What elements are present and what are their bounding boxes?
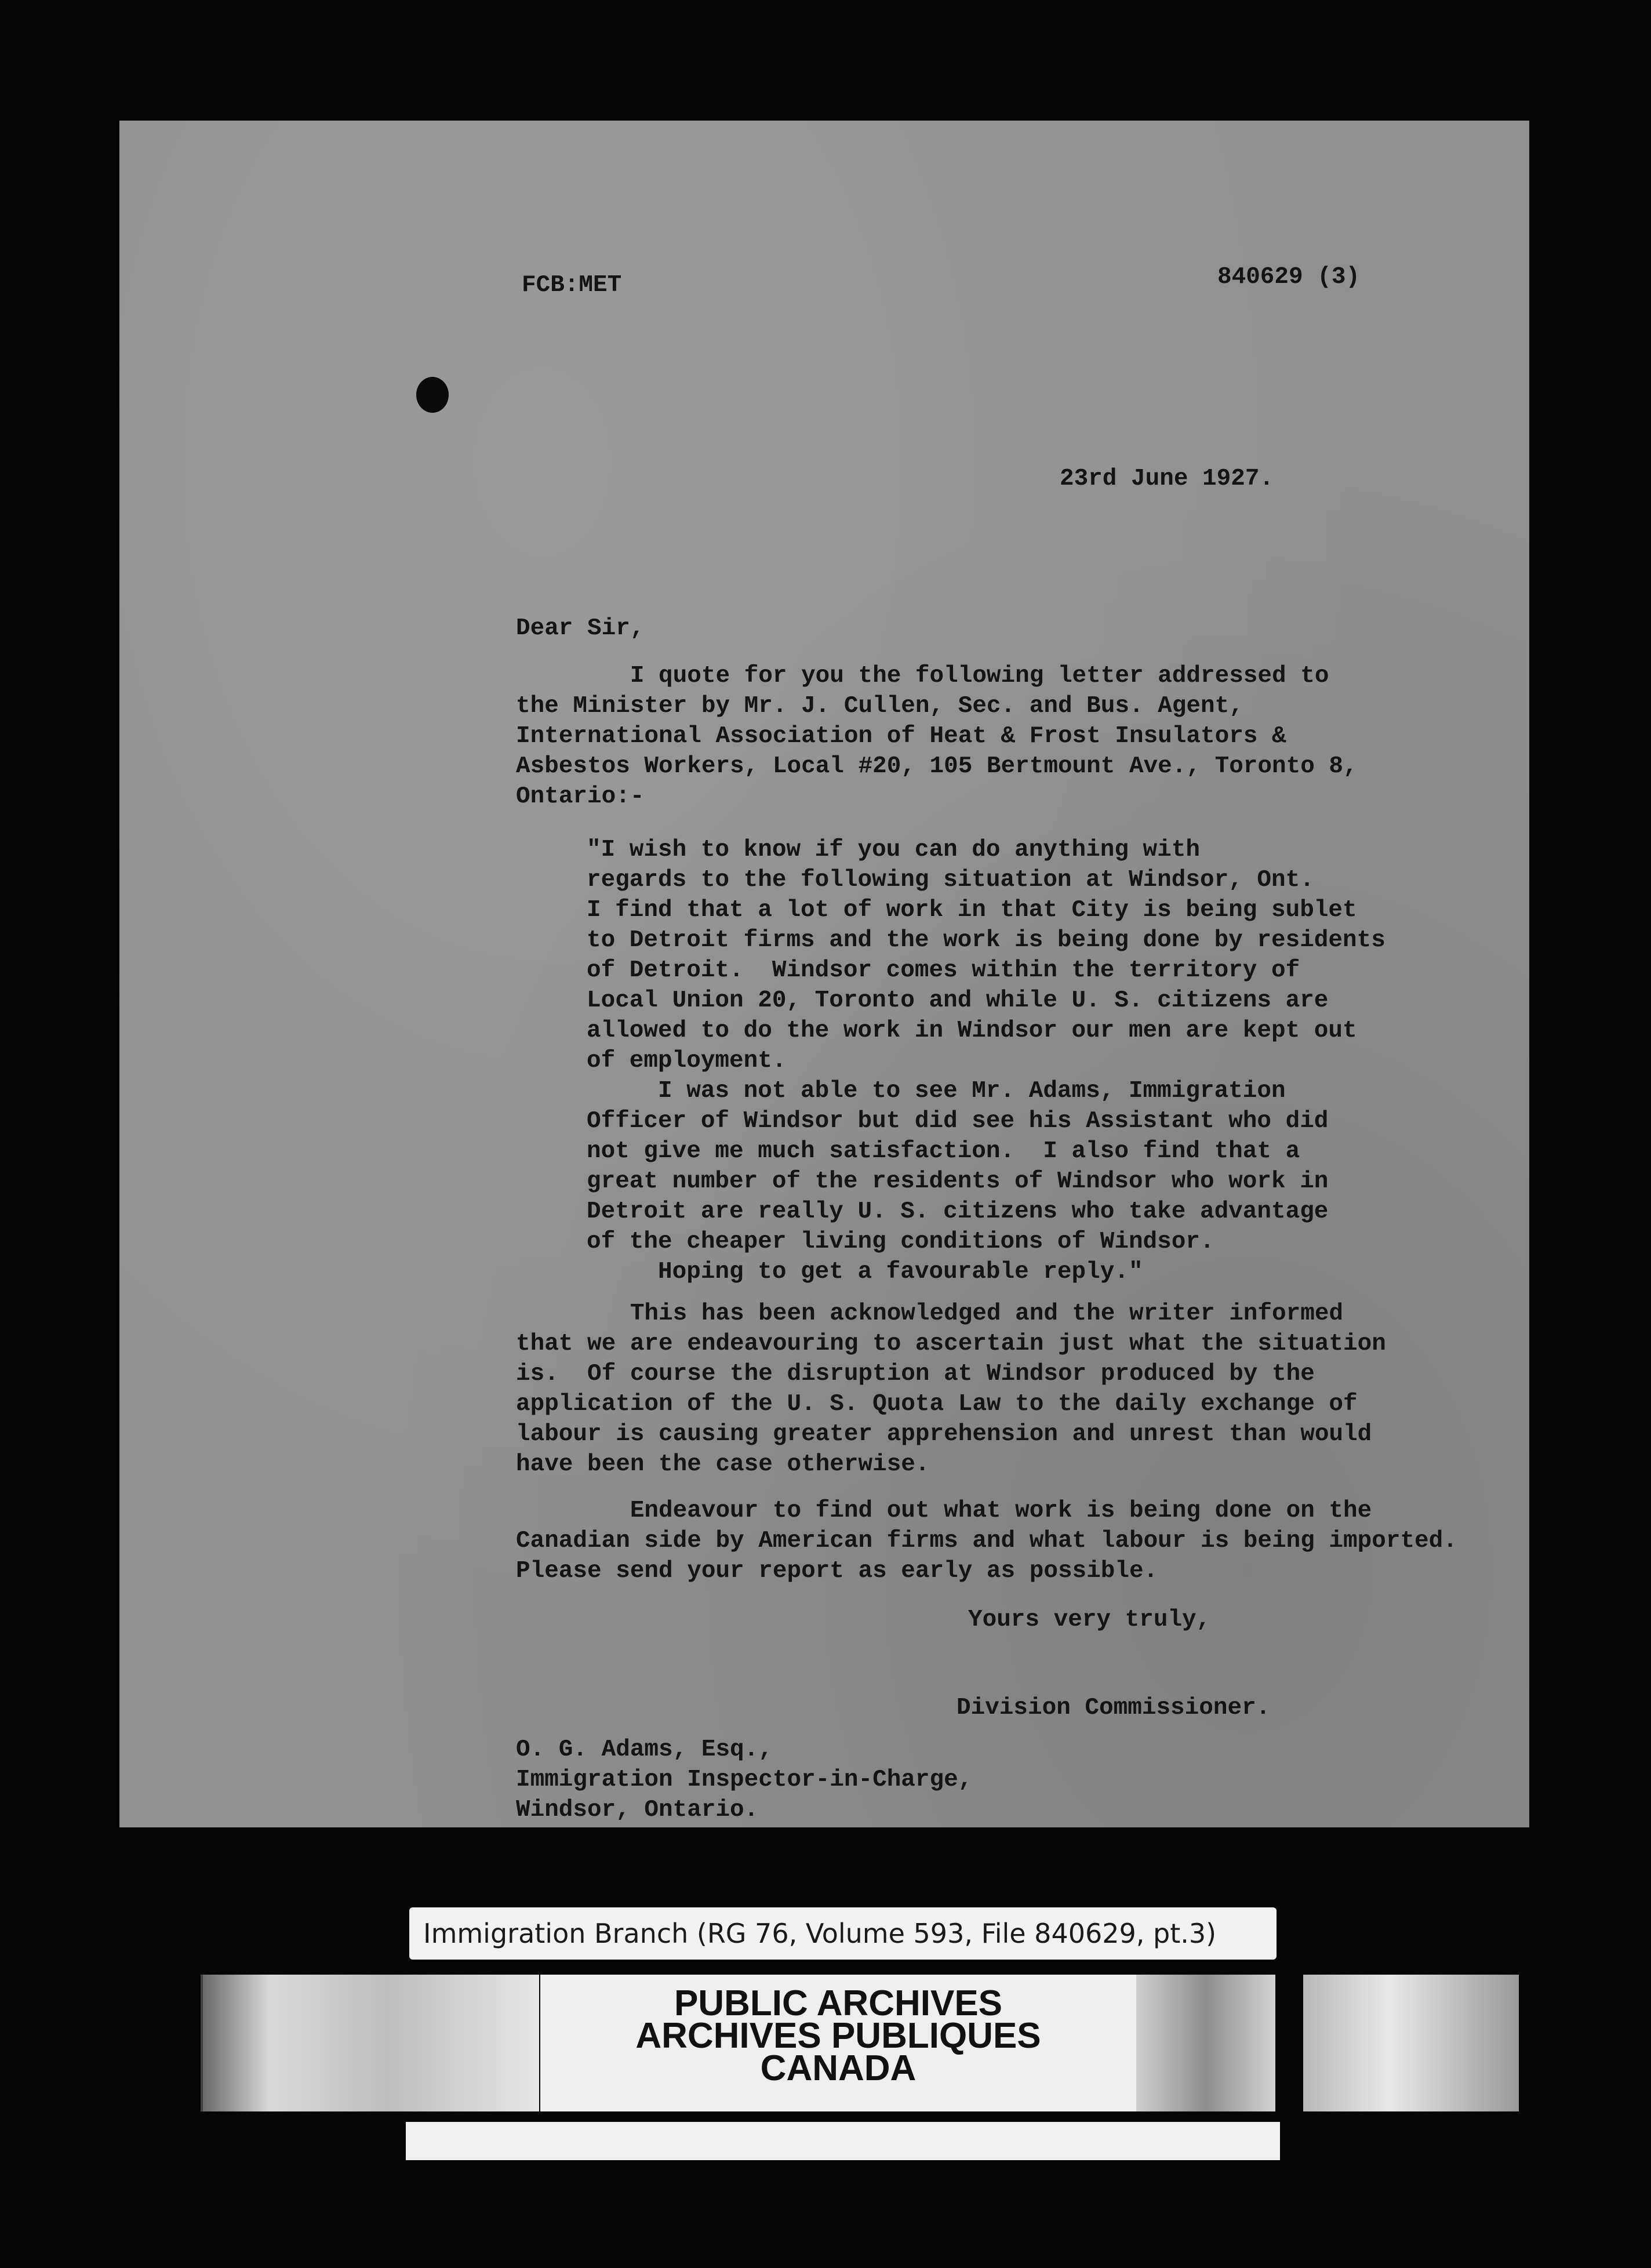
film-strip-middle bbox=[1136, 1975, 1275, 2111]
recipient-address: O. G. Adams, Esq., Immigration Inspector-in-Charge, Windsor, Ontario. bbox=[516, 1736, 973, 1823]
signature-title: Division Commissioner. bbox=[957, 1695, 1271, 1721]
archives-line-1: PUBLIC ARCHIVES bbox=[674, 1983, 1003, 2023]
bottom-label-strip bbox=[406, 2122, 1280, 2160]
archives-line-3: CANADA bbox=[760, 2048, 917, 2088]
letter-date: 23rd June 1927. bbox=[1060, 466, 1274, 492]
film-strip-left bbox=[203, 1975, 539, 2111]
archives-stamp bbox=[540, 1975, 1136, 2111]
paragraph-acknowledgement: This has been acknowledged and the writer informed that we are endeavouring to ascertain just what the situation is. Of course the disruption at Windsor produced by the application of the U. S. Quota Law to the daily exchange of labour is causing greater apprehension and unrest than would have been the case otherwise. bbox=[516, 1300, 1386, 1478]
archive-reference-text: Immigration Branch (RG 76, Volume 593, File 840629, pt.3) bbox=[423, 1918, 1217, 1949]
paragraph-instruction: Endeavour to find out what work is being done on the Canadian side by American firms and what labour is being imported. Please send your report as early as possible. bbox=[516, 1498, 1457, 1584]
punch-hole bbox=[416, 377, 449, 413]
file-number: 840629 (3) bbox=[1217, 264, 1361, 290]
archive-reference-label bbox=[409, 1907, 1277, 1960]
quoted-letter: "I wish to know if you can do anything with regards to the following situation at Windsor, Ont. I find that a lot of work in that City is being sublet to Detroit firms and the work is being done by residents of Detroit. Windsor comes within the territory of Local Union 20, Toronto and while U. S. citizens are allowed to do the work in Windsor our men are kept out of employment. I was not able to see Mr. Adams, Immigration Officer of Windsor but did see his Assistant who did not give me much satisfaction. I also find that a great number of the residents of Windsor who work in Detroit are really U. S. citizens who take advantage of the cheaper living conditions of Windsor. Hoping to get a favourable reply." bbox=[587, 837, 1385, 1285]
archives-line-2: ARCHIVES PUBLIQUES bbox=[635, 2016, 1041, 2056]
film-strip-right bbox=[1303, 1975, 1519, 2111]
paragraph-intro: I quote for you the following letter addressed to the Minister by Mr. J. Cullen, Sec. and Bus. Agent, International Association of Heat & Frost Insulators & Asbestos Workers, Local #20, 105 Bertmount Ave., Toronto 8, Ontario:- bbox=[516, 663, 1358, 810]
closing: Yours very truly, bbox=[968, 1606, 1211, 1633]
reference-initials: FCB:MET bbox=[522, 272, 622, 299]
salutation: Dear Sir, bbox=[516, 615, 645, 642]
